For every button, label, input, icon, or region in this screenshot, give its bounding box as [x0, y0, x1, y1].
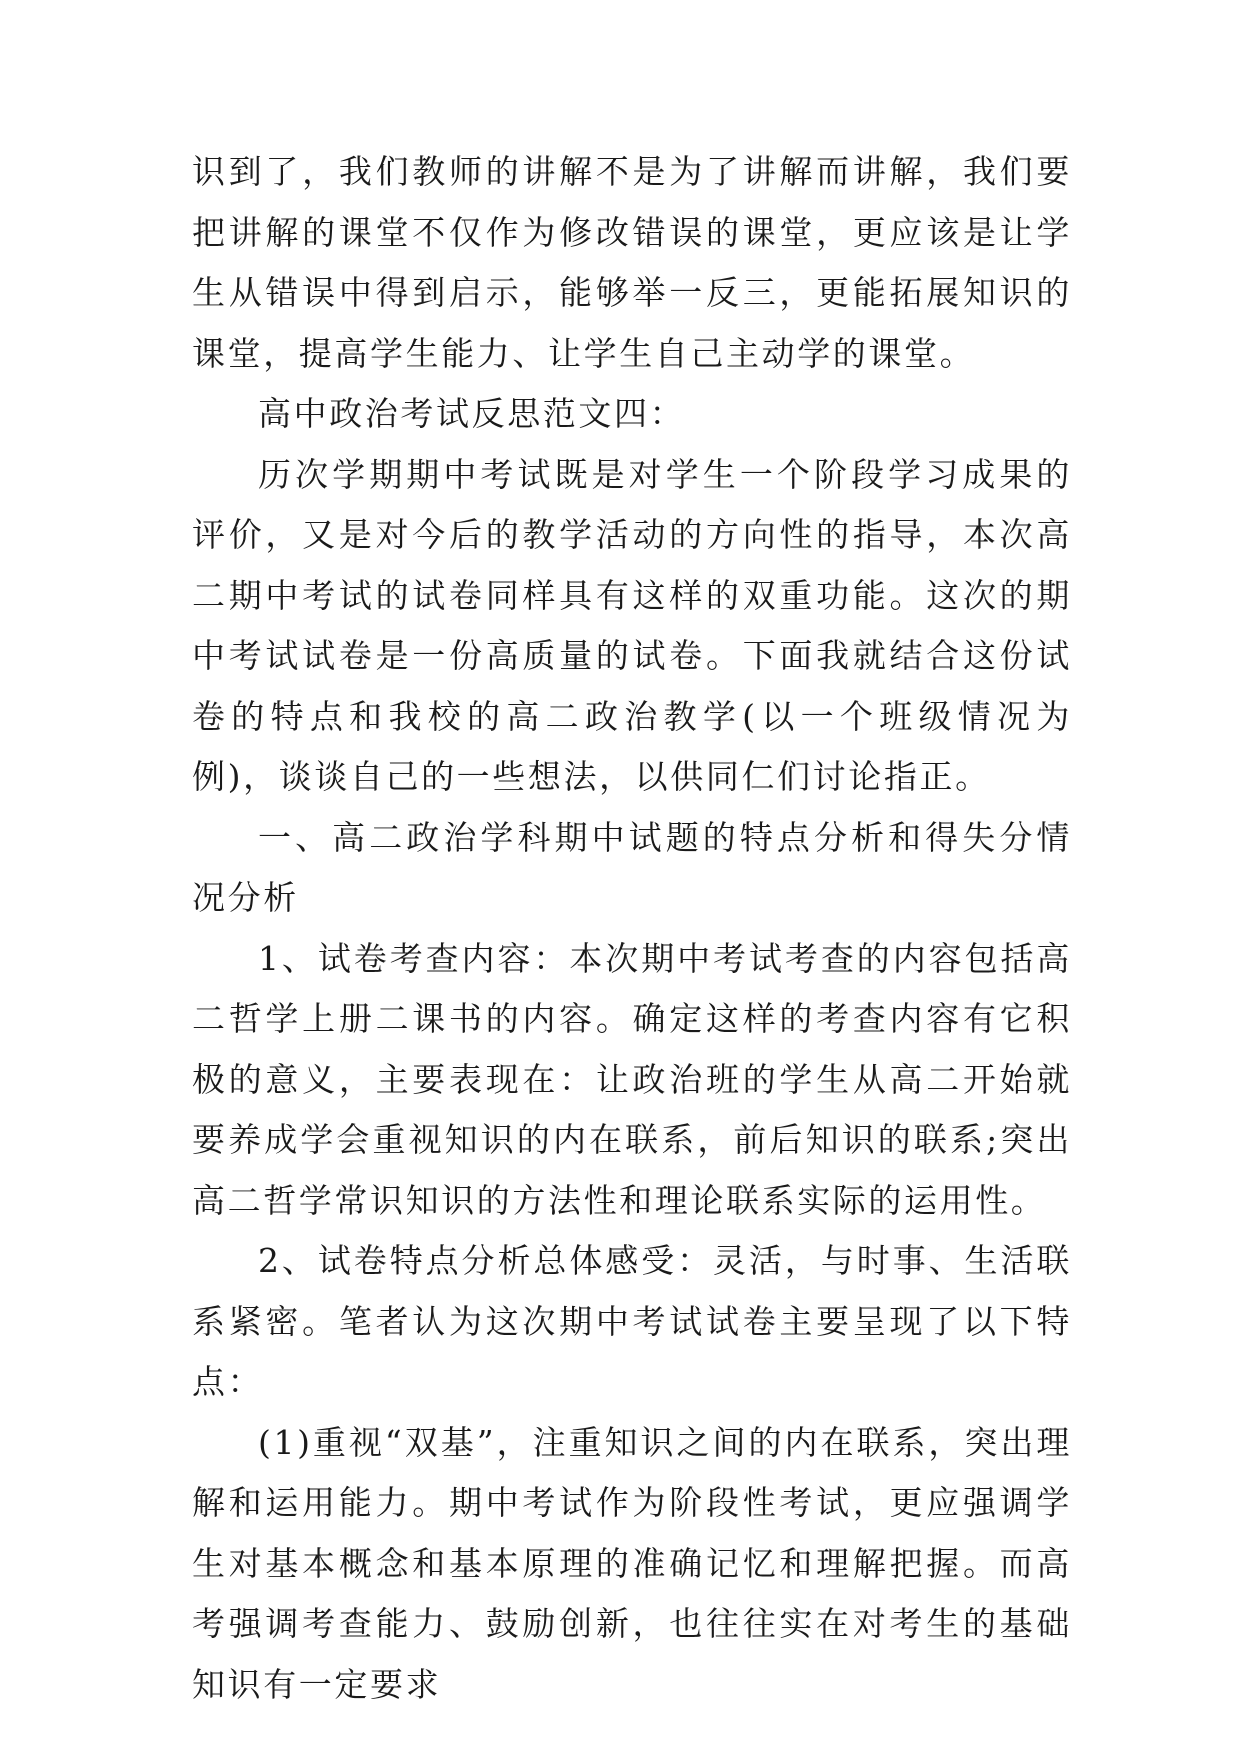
section-heading-analysis: 一、高二政治学科期中试题的特点分析和得失分情况分析 [192, 817, 1072, 917]
paragraph-exam-features: 2、试卷特点分析总体感受：灵活，与时事、生活联系紧密。笔者认为这次期中考试试卷主要呈现了以下特点： [192, 1241, 1072, 1401]
paragraph-continuation: 识到了，我们教师的讲解不是为了讲解而讲解，我们要把讲解的课堂不仅作为修改错误的课堂，更应该是让学生从错误中得到启示，能够举一反三，更能拓展知识的课堂，提高学生能力、让学生自己主动学的课堂。 [192, 152, 1072, 373]
document-body [192, 142, 1072, 1715]
paragraph-exam-content: 1、试卷考查内容：本次期中考试考查的内容包括高二哲学上册二课书的内容。确定这样的考查内容有它积极的意义，主要表现在：让政治班的学生从高二开始就要养成学会重视知识的内在联系，前后知识的联系;突出高二哲学常识知识的方法性和理论联系实际的运用性。 [192, 938, 1072, 1220]
paragraph-feature-one: (1)重视“双基”，注重知识之间的内在联系，突出理解和运用能力。期中考试作为阶段性考试，更应强调学生对基本概念和基本原理的准确记忆和理解把握。而高考强调考查能力、鼓励创新，也往往实在对考生的基础知识有一定要求 [192, 1422, 1072, 1704]
paragraph-intro: 历次学期期中考试既是对学生一个阶段学习成果的评价，又是对今后的教学活动的方向性的指导，本次高二期中考试的试卷同样具有这样的双重功能。这次的期中考试试卷是一份高质量的试卷。下面我就结合这份试卷的特点和我校的高二政治教学(以一个班级情况为例)，谈谈自己的一些想法，以供同仁们讨论指正。 [192, 454, 1072, 796]
section-heading-essay-four: 高中政治考试反思范文四： [258, 394, 686, 433]
